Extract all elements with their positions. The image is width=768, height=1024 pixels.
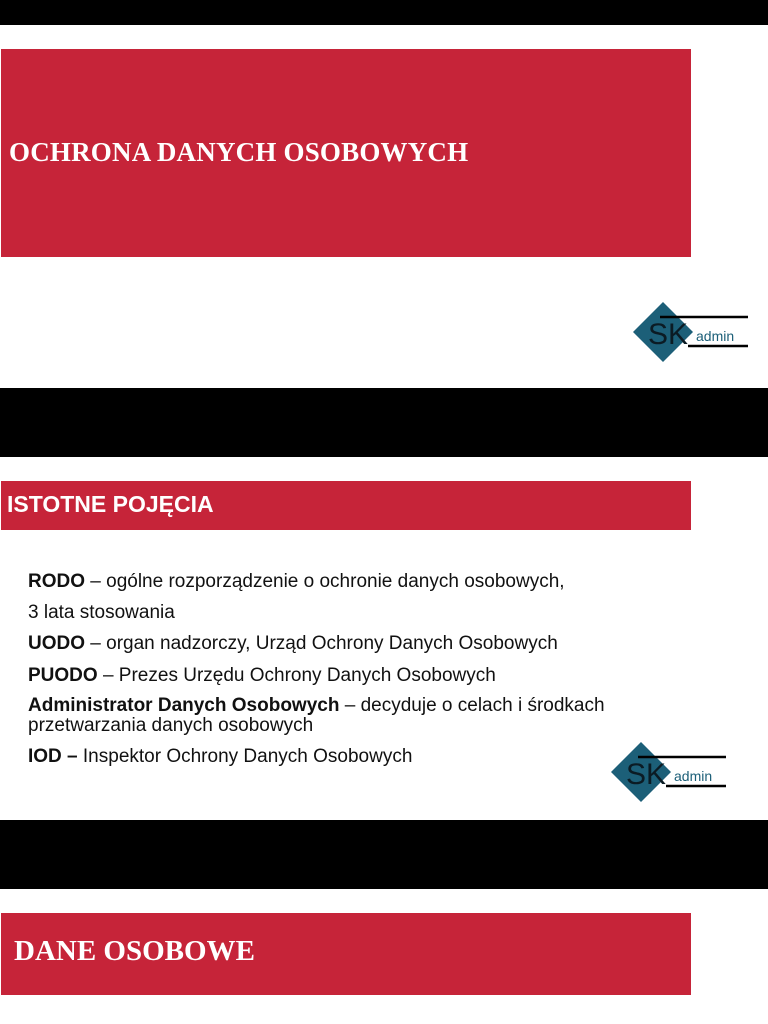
term-uodo [28,633,558,655]
separator-black-bar-2 [0,820,768,889]
slide2-title-band [1,481,691,530]
slide1-title-band [1,49,691,257]
term-desc: 3 lata stosowania [28,602,175,623]
top-black-bar [0,0,768,25]
logo-text-big: SK [626,758,667,791]
term-key: Administrator Danych Osobowych [28,695,340,716]
slide1-title: OCHRONA DANYCH OSOBOWYCH [9,137,469,167]
term-desc: – decyduje o celach i środkach przetwarzania danych osobowych [28,695,605,736]
term-desc: – organ nadzorczy, Urząd Ochrony Danych Osobowych [85,633,558,654]
term-desc: – Prezes Urzędu Ochrony Danych Osobowych [97,665,496,686]
logo-text-small: admin [696,328,735,344]
skadmin-logo-graphic [608,740,728,804]
skadmin-logo-graphic [630,300,750,364]
skadmin-logo-2 [608,740,728,804]
skadmin-logo [630,300,750,364]
slide2-title: ISTOTNE POJĘCIA [7,491,214,517]
term-key: IOD – [28,746,78,767]
logo-text-small: admin [674,768,713,784]
logo-text-big: SK [648,318,689,351]
term-puodo [28,665,496,687]
term-key: RODO [28,571,85,592]
term-key: UODO [28,633,85,654]
slide3-title: DANE OSOBOWE [14,935,255,967]
term-iod [28,746,412,768]
term-desc: Inspektor Ochrony Danych Osobowych [77,746,413,767]
term-administrator [28,696,688,736]
term-desc: – ogólne rozporządzenie o ochronie danych osobowych, [85,571,565,592]
term-rodo-continued [28,602,175,624]
term-key: PUODO [28,665,98,686]
separator-black-bar-1 [0,388,768,457]
slide3-title-band [1,913,691,995]
term-rodo [28,571,565,593]
